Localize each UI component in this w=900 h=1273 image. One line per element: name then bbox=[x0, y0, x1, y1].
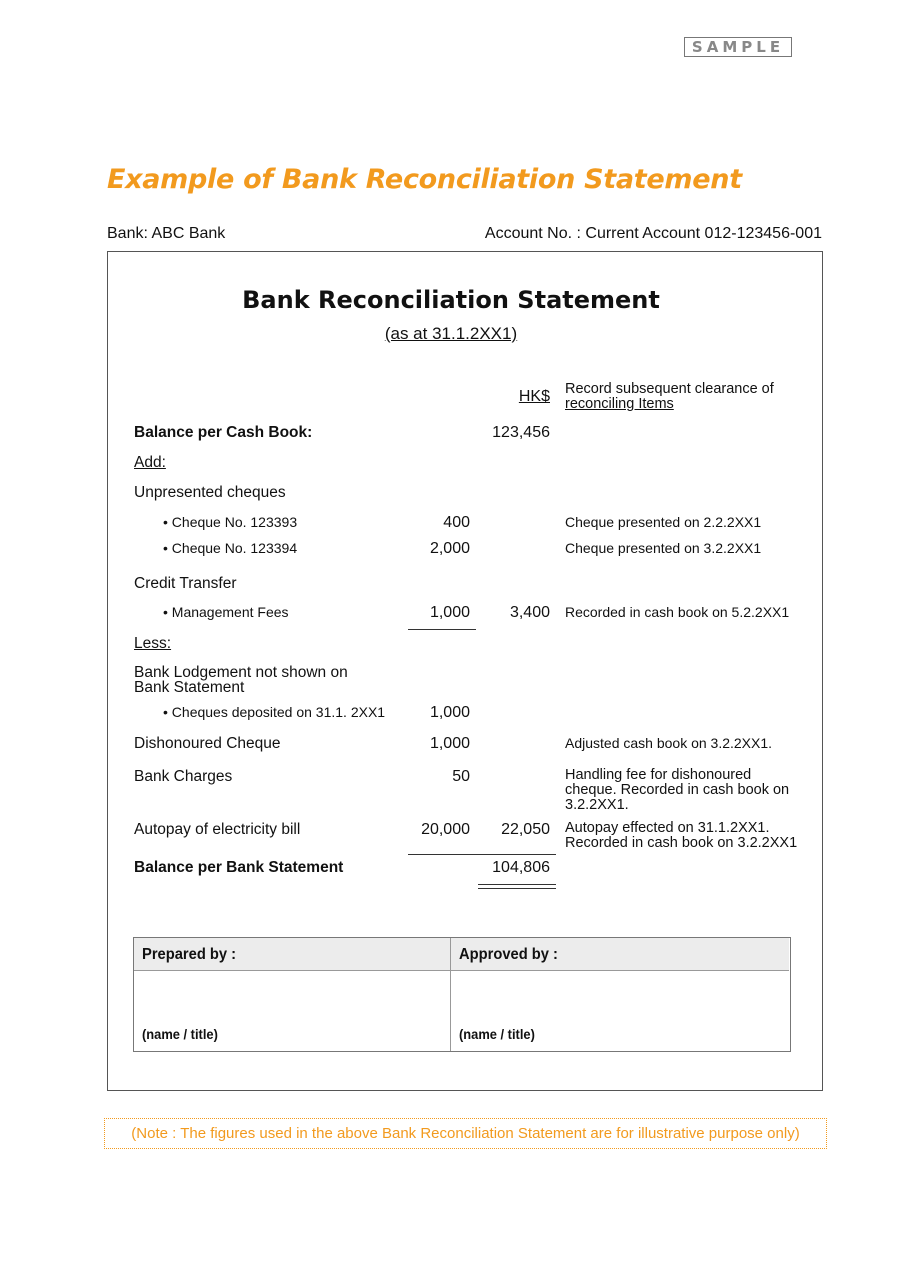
illustrative-note: (Note : The figures used in the above Bank Reconciliation Statement are for illustrative purpose only) bbox=[104, 1118, 827, 1149]
add-subtotal: 3,400 bbox=[509, 604, 550, 621]
add-subtotal-rule bbox=[408, 629, 476, 630]
bank-charges-note bbox=[565, 768, 789, 813]
autopay-note bbox=[565, 821, 797, 851]
page-title: Example of Bank Reconciliation Statement bbox=[107, 164, 742, 195]
bank-lodgement-line-2: Bank Statement bbox=[134, 679, 245, 696]
prepared-by-name-field[interactable]: (name / title) bbox=[142, 1026, 218, 1042]
cheque-1-amount: 400 bbox=[443, 514, 470, 531]
management-fees-note: Recorded in cash book on 5.2.2XX1 bbox=[565, 604, 790, 620]
management-fees-label: • Management Fees bbox=[163, 604, 289, 620]
less-heading: Less: bbox=[134, 635, 172, 652]
currency-header: HK$ bbox=[518, 388, 550, 405]
statement-title: Bank Reconciliation Statement bbox=[242, 286, 660, 314]
approved-by-name-field[interactable]: (name / title) bbox=[459, 1026, 535, 1042]
cheque-1-note: Cheque presented on 2.2.2XX1 bbox=[565, 514, 762, 530]
notes-header bbox=[565, 382, 774, 412]
bank-name: Bank: ABC Bank bbox=[107, 225, 226, 242]
autopay-note-line-2: Recorded in cash book on 3.2.2XX1 bbox=[565, 835, 798, 851]
autopay-amount: 20,000 bbox=[421, 821, 470, 838]
notes-header-line-1: Record subsequent clearance of bbox=[565, 381, 774, 397]
signoff-divider bbox=[450, 938, 451, 1051]
unpresented-cheques-label: Unpresented cheques bbox=[134, 484, 286, 501]
bank-charges-note-line-1: Handling fee for dishonoured bbox=[565, 767, 752, 783]
balance-bank-statement-total: 104,806 bbox=[492, 859, 550, 876]
add-heading: Add: bbox=[134, 454, 166, 471]
prepared-by-label: Prepared by : bbox=[142, 946, 237, 963]
account-number: Account No. : Current Account 012-123456-001 bbox=[484, 225, 822, 242]
management-fees-amount: 1,000 bbox=[429, 604, 470, 621]
notes-header-line-2: reconciling Items bbox=[565, 396, 674, 412]
statement-date: (as at 31.1.2XX1) bbox=[384, 324, 518, 343]
cheque-2-label: • Cheque No. 123394 bbox=[163, 540, 298, 556]
credit-transfer-label: Credit Transfer bbox=[134, 575, 237, 592]
cheque-2-note: Cheque presented on 3.2.2XX1 bbox=[565, 540, 762, 556]
cheque-1-label: • Cheque No. 123393 bbox=[163, 514, 298, 530]
cheques-deposited-amount: 1,000 bbox=[429, 704, 470, 721]
bank-charges-label: Bank Charges bbox=[134, 768, 233, 785]
dishonoured-cheque-amount: 1,000 bbox=[429, 735, 470, 752]
balance-bank-statement-label: Balance per Bank Statement bbox=[134, 859, 344, 876]
balance-cash-book-total: 123,456 bbox=[492, 424, 550, 441]
cheque-2-amount: 2,000 bbox=[429, 540, 470, 557]
bank-charges-amount: 50 bbox=[452, 768, 470, 785]
dishonoured-cheque-label: Dishonoured Cheque bbox=[134, 735, 281, 752]
autopay-note-line-1: Autopay effected on 31.1.2XX1. bbox=[565, 820, 770, 836]
less-subtotal-rule bbox=[408, 854, 556, 855]
sample-watermark: SAMPLE bbox=[684, 37, 792, 57]
bank-lodgement-line-1: Bank Lodgement not shown on bbox=[134, 664, 348, 681]
dishonoured-cheque-note: Adjusted cash book on 3.2.2XX1. bbox=[565, 735, 773, 751]
less-subtotal: 22,050 bbox=[501, 821, 550, 838]
bank-charges-note-line-2: cheque. Recorded in cash book on bbox=[565, 782, 790, 798]
approved-by-label: Approved by : bbox=[459, 946, 558, 963]
autopay-label: Autopay of electricity bill bbox=[134, 821, 301, 838]
cheques-deposited-label: • Cheques deposited on 31.1. 2XX1 bbox=[163, 704, 386, 720]
bank-charges-note-line-3: 3.2.2XX1. bbox=[565, 797, 629, 813]
final-total-double-rule bbox=[478, 884, 556, 889]
bank-lodgement-label bbox=[134, 665, 348, 695]
balance-cash-book-label: Balance per Cash Book: bbox=[134, 424, 313, 441]
